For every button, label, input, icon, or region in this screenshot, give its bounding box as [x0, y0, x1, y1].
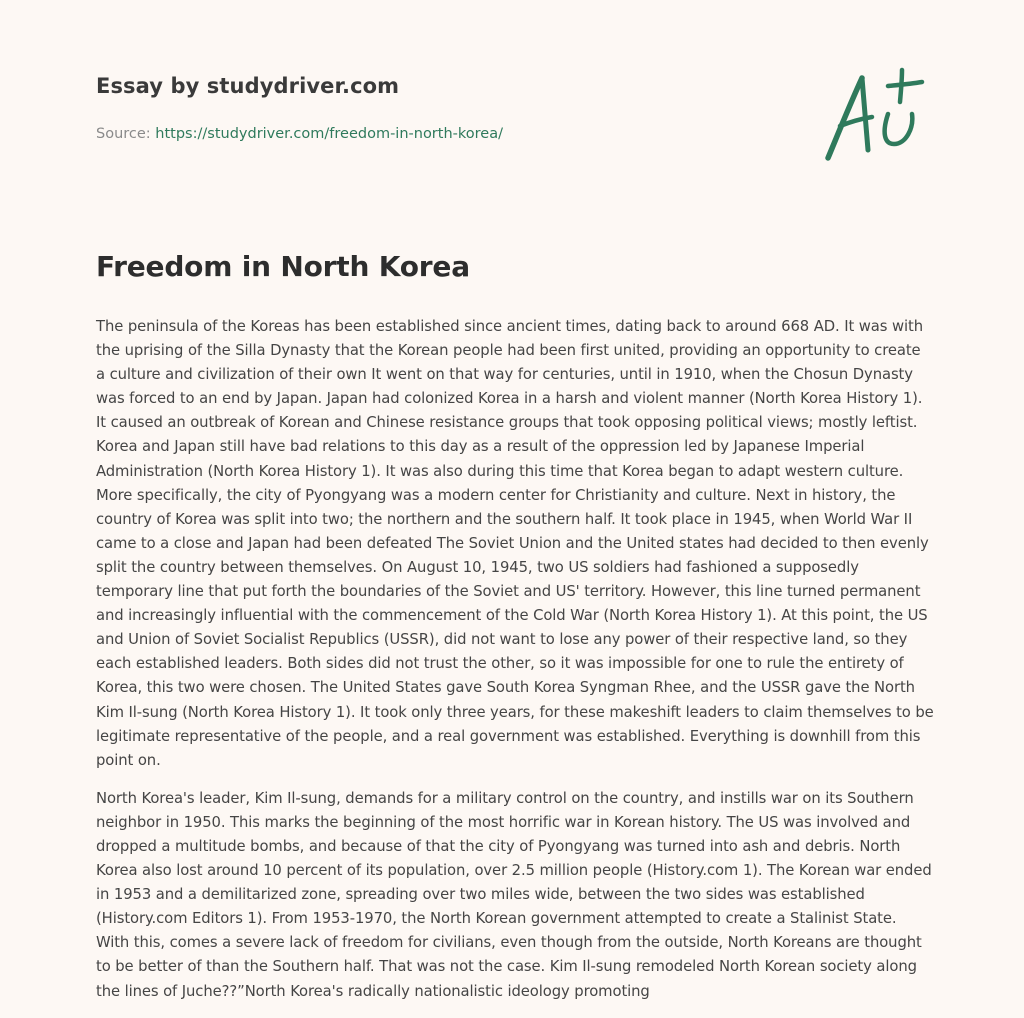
- essay-body: [96, 315, 934, 1018]
- source-line: [96, 126, 503, 142]
- site-title: Essay by studydriver.com: [96, 74, 400, 98]
- essay-header: [96, 74, 736, 142]
- essay-paragraph: The peninsula of the Koreas has been established since ancient times, dating back to around 668 AD. It was with the uprising of the Silla Dynasty that the Korean people had been first united, providing an opportunity to create a culture and civilization of their own It went on that way for centuries, until in 1910, when the Chosun Dynasty was forced to an end by Japan. Japan had colonized Korea in a harsh and violent manner (North Korea History 1). It caused an outbreak of Korean and Chinese resistance groups that took opposing political views; mostly leftist. Korea and Japan still have bad relations to this day as a result of the oppression led by Japanese Imperial Administration (North Korea History 1). It was also during this time that Korea began to adapt western culture. More specifically, the city of Pyongyang was a modern center for Christianity and culture. Next in history, the country of Korea was split into two; the northern and the southern half. It took place in 1945, when World War II came to a close and Japan had been defeated The Soviet Union and the United states had decided to then evenly split the country between themselves. On August 10, 1945, two US soldiers had fashioned a supposedly temporary line that put forth the boundaries of the Soviet and US' territory. However, this line turned permanent and increasingly influential with the commencement of the Cold War (North Korea History 1). At this point, the US and Union of Soviet Socialist Republics (USSR), did not want to lose any power of their respective land, so they each established leaders. Both sides did not trust the other, so it was impossible for one to rule the entirety of Korea, this two were chosen. The United States gave South Korea Syngman Rhee, and the USSR gave the North Kim Il-sung (North Korea History 1). It took only three years, for these makeshift leaders to claim themselves to be legitimate representative of the people, and a real government was established. Everything is downhill from this point on.: [96, 318, 934, 769]
- source-label: Source:: [96, 126, 156, 142]
- a-plus-logo-icon: [818, 64, 934, 168]
- essay-paragraph: North Korea's leader, Kim Il-sung, demands for a military control on the country, and instills war on its Southern neighbor in 1950. This marks the beginning of the most horrific war in Korean history. The US was involved and dropped a multitude bombs, and because of that the city of Pyongyang was turned into ash and debris. North Korea also lost around 10 percent of its population, over 2.5 million people (History.com 1). The Korean war ended in 1953 and a demilitarized zone, spreading over two miles wide, between the two sides was established (History.com Editors 1). From 1953-1970, the North Korean government attempted to create a Stalinist State. With this, comes a severe lack of freedom for civilians, even though from the outside, North Koreans are thought to be better of than the Southern half. That was not the case. Kim Il-sung remodeled North Korean society along the lines of Juche??”North Korea's radically nationalistic ideology promoting: [96, 789, 932, 1000]
- source-link[interactable]: https://studydriver.com/freedom-in-north-korea/: [155, 126, 503, 142]
- essay-title: Freedom in North Korea: [96, 250, 470, 283]
